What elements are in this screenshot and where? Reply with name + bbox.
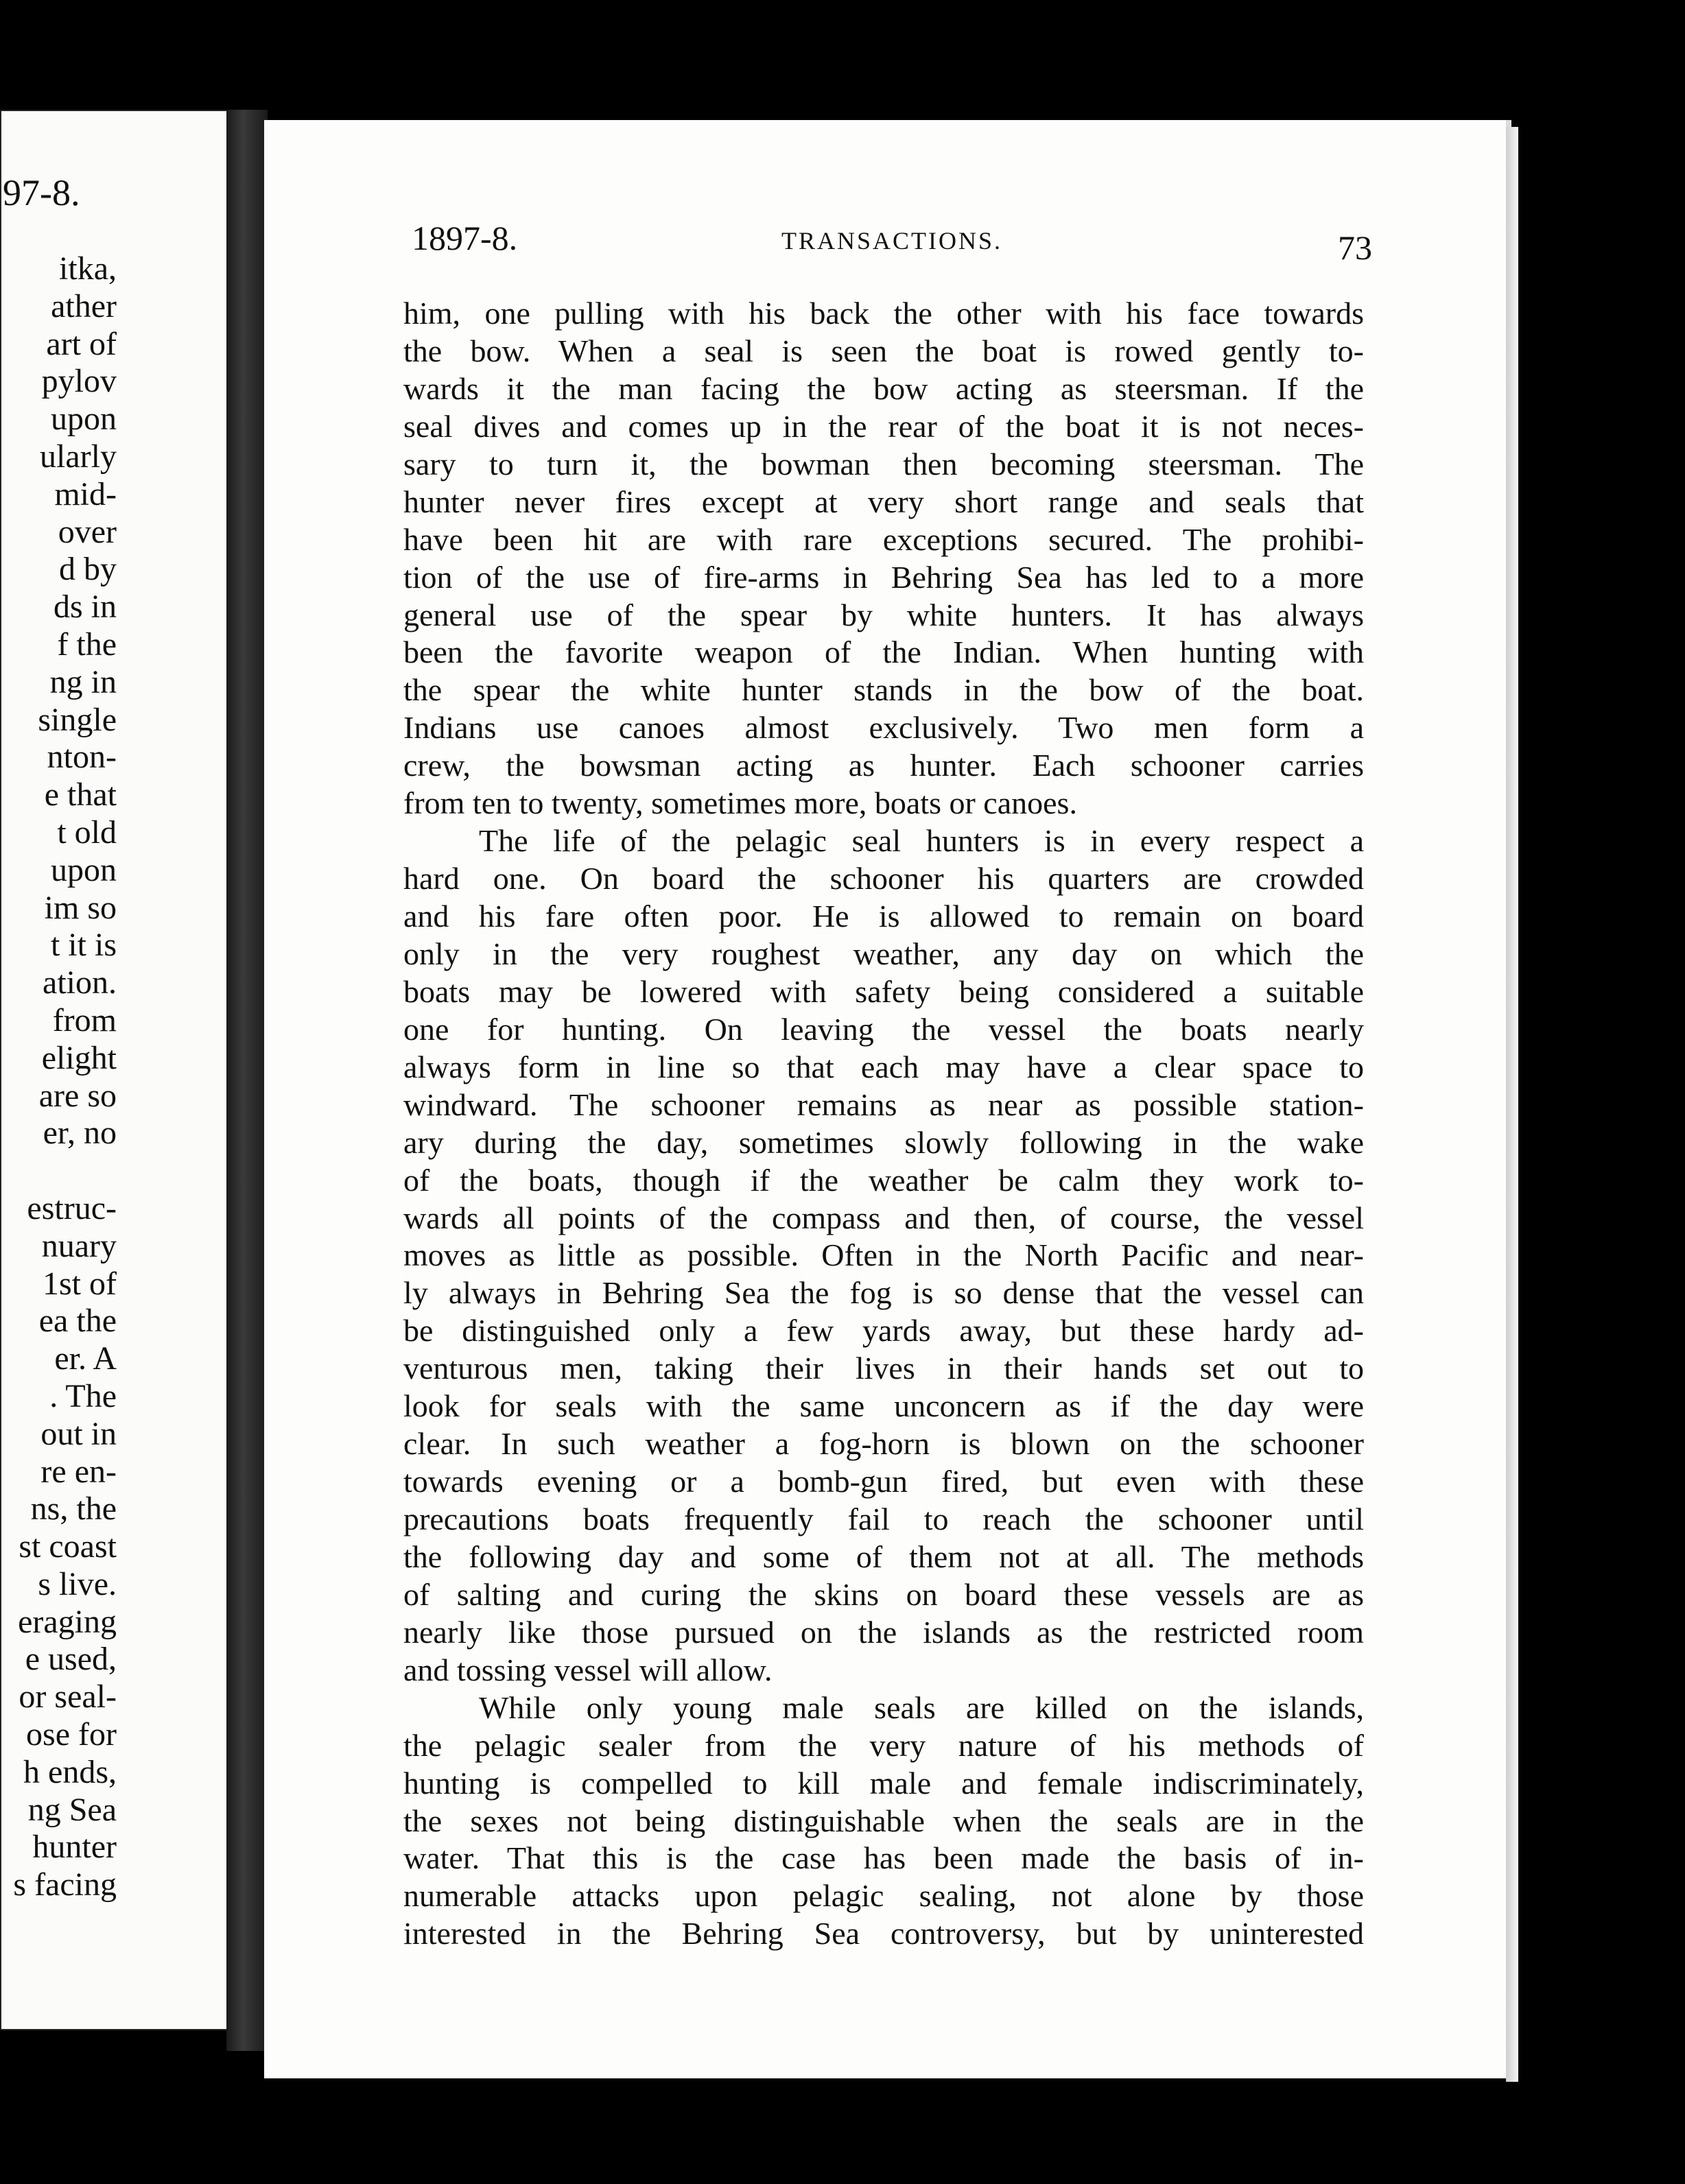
left-page-line: nuary: [41, 1227, 117, 1264]
left-page-line: ng Sea: [27, 1791, 117, 1828]
text-line: look for seals with the same unconcern as if the day were: [403, 1388, 1364, 1424]
left-page-line: elight: [41, 1039, 117, 1076]
text-line: water. That this is the case has been made the basis of in-: [403, 1840, 1364, 1876]
left-page-line: ds in: [53, 589, 117, 626]
text-line: of salting and curing the skins on board these vessels are as: [403, 1576, 1364, 1612]
left-page-line: ng in: [49, 663, 117, 700]
left-page-line: 1st of: [43, 1265, 117, 1302]
left-page-line: ea the: [38, 1303, 117, 1340]
text-line: ary during the day, sometimes slowly following in the wake: [403, 1124, 1364, 1160]
left-page-line: itka,: [59, 250, 117, 287]
text-line: of the boats, though if the weather be calm they work to-: [403, 1162, 1364, 1198]
text-line: venturous men, taking their lives in their hands set out to: [403, 1351, 1364, 1386]
text-line: windward. The schooner remains as near as possible station-: [403, 1087, 1364, 1122]
text-line: seal dives and comes up in the rear of the boat it is not neces-: [403, 408, 1364, 444]
text-line: general use of the spear by white hunters. It has always: [403, 597, 1364, 632]
text-line: and his fare often poor. He is allowed to remain on board: [403, 899, 1364, 934]
left-page-line: f the: [57, 626, 117, 663]
left-page-running-head: 97-8.: [3, 172, 80, 213]
text-line: moves as little as possible. Often in the North Pacific and near-: [403, 1237, 1364, 1273]
text-line: the following day and some of them not at all. The methods: [403, 1539, 1364, 1574]
text-line: the bow. When a seal is seen the boat is rowed gently to-: [403, 333, 1364, 368]
left-page-line: s facing: [13, 1866, 117, 1903]
text-line: wards all points of the compass and then, of course, the vessel: [403, 1200, 1364, 1235]
left-page-line: upon: [51, 851, 117, 888]
text-line: from ten to twenty, sometimes more, boats or canoes.: [403, 785, 1077, 821]
text-line: hunting is compelled to kill male and female indiscriminately,: [403, 1765, 1364, 1801]
left-page-line: ation.: [43, 964, 117, 1001]
text-line: the pelagic sealer from the very nature of his methods of: [403, 1727, 1364, 1763]
left-page-line: ather: [51, 287, 117, 324]
left-page-line: nton-: [47, 739, 117, 776]
left-page-line: s live.: [38, 1565, 117, 1602]
running-head: [412, 218, 1372, 266]
text-line: numerable attacks upon pelagic sealing, not alone by those: [403, 1878, 1364, 1914]
text-line: interested in the Behring Sea controversy, but by uninterested: [403, 1916, 1364, 1951]
text-line: the spear the white hunter stands in the bow of the boat.: [403, 672, 1364, 708]
left-page-line: pylov: [41, 363, 117, 400]
left-page-line: single: [38, 701, 117, 738]
left-page-line: ns, the: [30, 1491, 117, 1528]
left-page-text: [0, 250, 117, 1904]
text-line: crew, the bowsman acting as hunter. Each schooner carries: [403, 748, 1364, 783]
left-page-line: t it is: [50, 927, 117, 964]
text-line: ly always in Behring Sea the fog is so dense that the vessel can: [403, 1275, 1364, 1311]
text-line: nearly like those pursued on the islands as the restricted room: [403, 1614, 1364, 1650]
left-page-line: er, no: [43, 1115, 117, 1152]
text-line: sary to turn it, the bowman then becoming steersman. The: [403, 446, 1364, 482]
running-head-title: TRANSACTIONS.: [781, 227, 1003, 254]
text-line: boats may be lowered with safety being considered a suitable: [403, 973, 1364, 1009]
left-page-line: d by: [59, 551, 117, 588]
text-line: wards it the man facing the bow acting as steersman. If the: [403, 370, 1364, 406]
left-page-line: hunter: [32, 1829, 117, 1866]
left-page-line: ose for: [26, 1716, 117, 1753]
left-page-line: estruc-: [27, 1189, 117, 1226]
body-text: [403, 295, 1364, 1953]
text-line: clear. In such weather a fog-horn is blown on the schooner: [403, 1426, 1364, 1462]
text-line: tion of the use of fire-arms in Behring Sea has led to a more: [403, 559, 1364, 595]
text-line: always form in line so that each may have a clear space to: [403, 1049, 1364, 1084]
page-edge: [1506, 127, 1518, 2082]
left-page-line: re en-: [40, 1453, 117, 1490]
text-line: the sexes not being distinguishable when the seals are in the: [403, 1803, 1364, 1838]
left-page-line: eraging: [18, 1603, 117, 1640]
text-line: one for hunting. On leaving the vessel the boats nearly: [403, 1011, 1364, 1047]
left-page-line: mid-: [54, 475, 117, 512]
left-page-line: e used,: [25, 1641, 117, 1678]
text-line: The life of the pelagic seal hunters is in every respect a: [479, 823, 1364, 859]
text-line: towards evening or a bomb-gun fired, but even with these: [403, 1464, 1364, 1499]
left-page-line: or seal-: [19, 1678, 117, 1716]
text-line: precautions boats frequently fail to reach the schooner until: [403, 1502, 1364, 1536]
text-line: been the favorite weapon of the Indian. When hunting with: [403, 634, 1364, 670]
left-page-line: e that: [44, 776, 117, 814]
left-page-line: h ends,: [23, 1753, 117, 1790]
left-page-line: er. A: [54, 1340, 117, 1377]
left-page-line: [0, 1152, 117, 1190]
text-line: hunter never fires except at very short range and seals that: [403, 484, 1364, 519]
left-page-line: im so: [44, 889, 117, 926]
text-line: While only young male seals are killed on the islands,: [479, 1689, 1364, 1725]
text-line: have been hit are with rare exceptions secured. The prohibi-: [403, 521, 1364, 557]
text-line: be distinguished only a few yards away, but these hardy ad-: [403, 1313, 1364, 1349]
page-number: 73: [1338, 228, 1372, 267]
text-line: Indians use canoes almost exclusively. Two men form a: [403, 710, 1364, 746]
left-page-line: . The: [49, 1377, 117, 1414]
left-page-line: out in: [40, 1415, 117, 1452]
left-page-line: art of: [46, 325, 117, 362]
text-line: only in the very roughest weather, any day on which the: [403, 936, 1364, 971]
book-gutter: [226, 110, 268, 2051]
left-page-line: st coast: [19, 1528, 117, 1565]
text-line: hard one. On board the schooner his quarters are crowded: [403, 861, 1364, 897]
left-page-line: t old: [57, 814, 117, 851]
facing-page-left: [0, 110, 233, 2030]
left-page-line: over: [58, 513, 117, 550]
left-page-line: ularly: [40, 438, 117, 475]
left-page-line: from: [52, 1001, 117, 1038]
text-line: and tossing vessel will allow.: [403, 1652, 773, 1687]
text-line: him, one pulling with his back the other with his face towards: [403, 296, 1364, 331]
running-head-year: 1897-8.: [412, 219, 518, 257]
left-page-line: are so: [38, 1077, 117, 1114]
left-page-line: upon: [51, 401, 117, 438]
